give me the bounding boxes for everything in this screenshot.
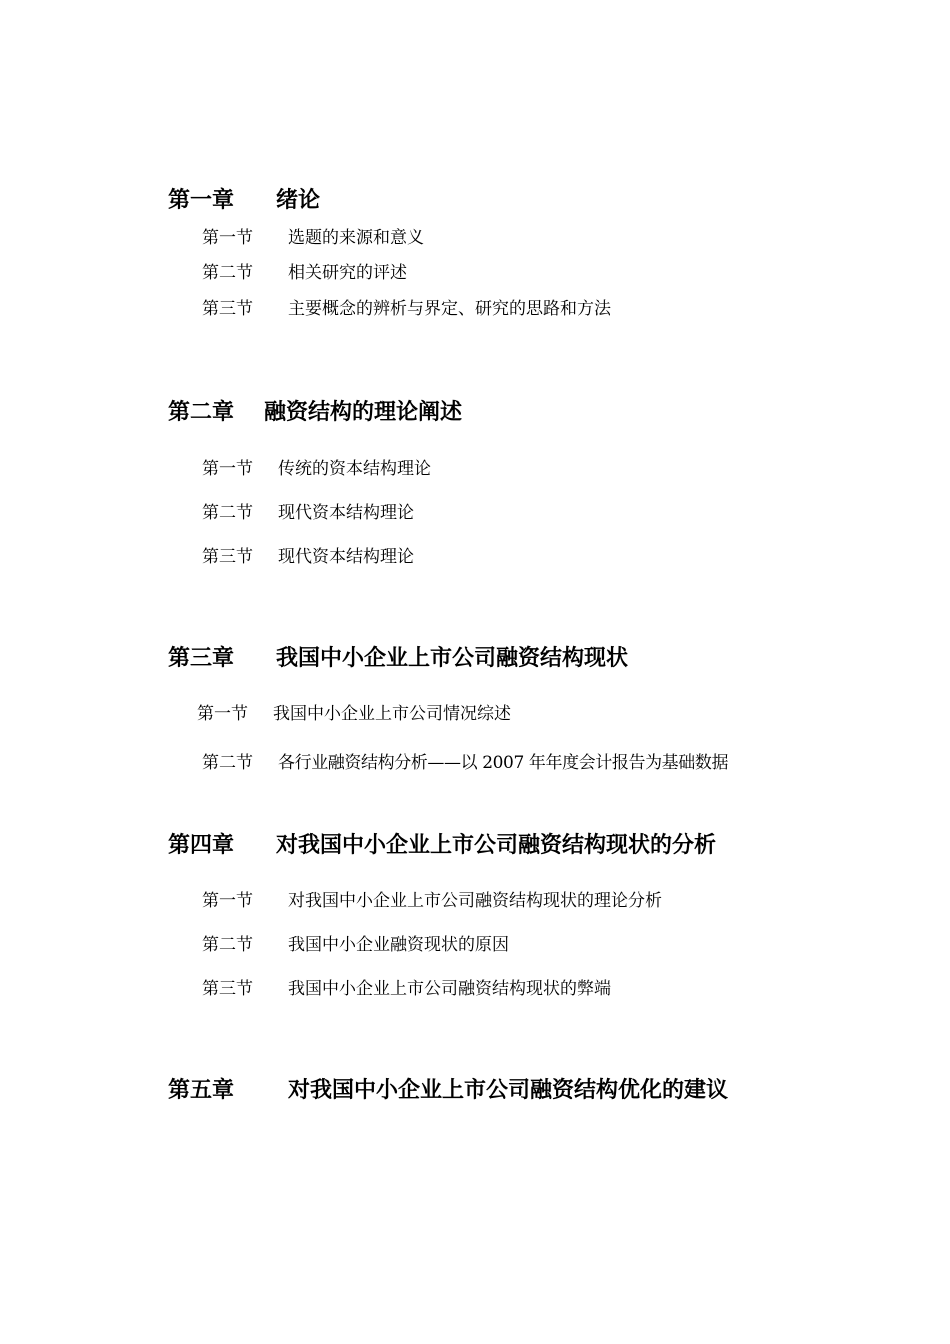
chapter-title: 绪论 bbox=[276, 188, 321, 213]
section-number: 第二节 bbox=[202, 263, 253, 283]
section-title: 现代资本结构理论 bbox=[278, 547, 414, 567]
chapter-number: 第五章 bbox=[168, 1078, 235, 1103]
section-item bbox=[202, 298, 611, 320]
section-title: 相关研究的评述 bbox=[288, 263, 407, 283]
chapter-number: 第一章 bbox=[168, 188, 235, 213]
section-number: 第三节 bbox=[202, 299, 253, 319]
section-title: 现代资本结构理论 bbox=[278, 503, 414, 523]
chapter-title: 对我国中小企业上市公司融资结构现状的分析 bbox=[276, 833, 717, 858]
section-item bbox=[197, 703, 511, 725]
section-item bbox=[202, 262, 407, 284]
chapter-title: 我国中小企业上市公司融资结构现状 bbox=[276, 646, 629, 671]
section-item bbox=[202, 458, 431, 480]
section-title: 我国中小企业融资现状的原因 bbox=[288, 935, 509, 955]
section-number: 第一节 bbox=[197, 704, 248, 724]
section-number: 第三节 bbox=[202, 547, 253, 567]
chapter-heading-4 bbox=[168, 832, 716, 860]
section-number: 第一节 bbox=[202, 459, 253, 479]
chapter-heading-1 bbox=[168, 187, 320, 215]
chapter-title: 对我国中小企业上市公司融资结构优化的建议 bbox=[288, 1078, 729, 1103]
section-item bbox=[202, 890, 662, 912]
chapter-heading-3 bbox=[168, 645, 628, 673]
section-item bbox=[202, 934, 509, 956]
section-item bbox=[202, 546, 414, 568]
section-title: 主要概念的辨析与界定、研究的思路和方法 bbox=[288, 299, 611, 319]
section-title: 各行业融资结构分析——以 2007 年年度会计报告为基础数据 bbox=[278, 753, 729, 773]
section-title: 我国中小企业上市公司情况综述 bbox=[273, 704, 511, 724]
section-number: 第一节 bbox=[202, 228, 253, 248]
section-item bbox=[202, 227, 424, 249]
section-item bbox=[202, 502, 414, 524]
chapter-number: 第三章 bbox=[168, 646, 235, 671]
section-number: 第二节 bbox=[202, 753, 253, 773]
section-title: 传统的资本结构理论 bbox=[278, 459, 431, 479]
section-number: 第一节 bbox=[202, 891, 253, 911]
chapter-title: 融资结构的理论阐述 bbox=[264, 400, 463, 425]
section-number: 第二节 bbox=[202, 935, 253, 955]
chapter-heading-2 bbox=[168, 399, 462, 427]
section-number: 第二节 bbox=[202, 503, 253, 523]
chapter-heading-5 bbox=[168, 1077, 728, 1105]
section-item bbox=[202, 752, 728, 774]
chapter-number: 第四章 bbox=[168, 833, 235, 858]
section-title: 对我国中小企业上市公司融资结构现状的理论分析 bbox=[288, 891, 662, 911]
section-title: 我国中小企业上市公司融资结构现状的弊端 bbox=[288, 979, 611, 999]
section-number: 第三节 bbox=[202, 979, 253, 999]
section-title: 选题的来源和意义 bbox=[288, 228, 424, 248]
section-item bbox=[202, 978, 611, 1000]
chapter-number: 第二章 bbox=[168, 400, 235, 425]
